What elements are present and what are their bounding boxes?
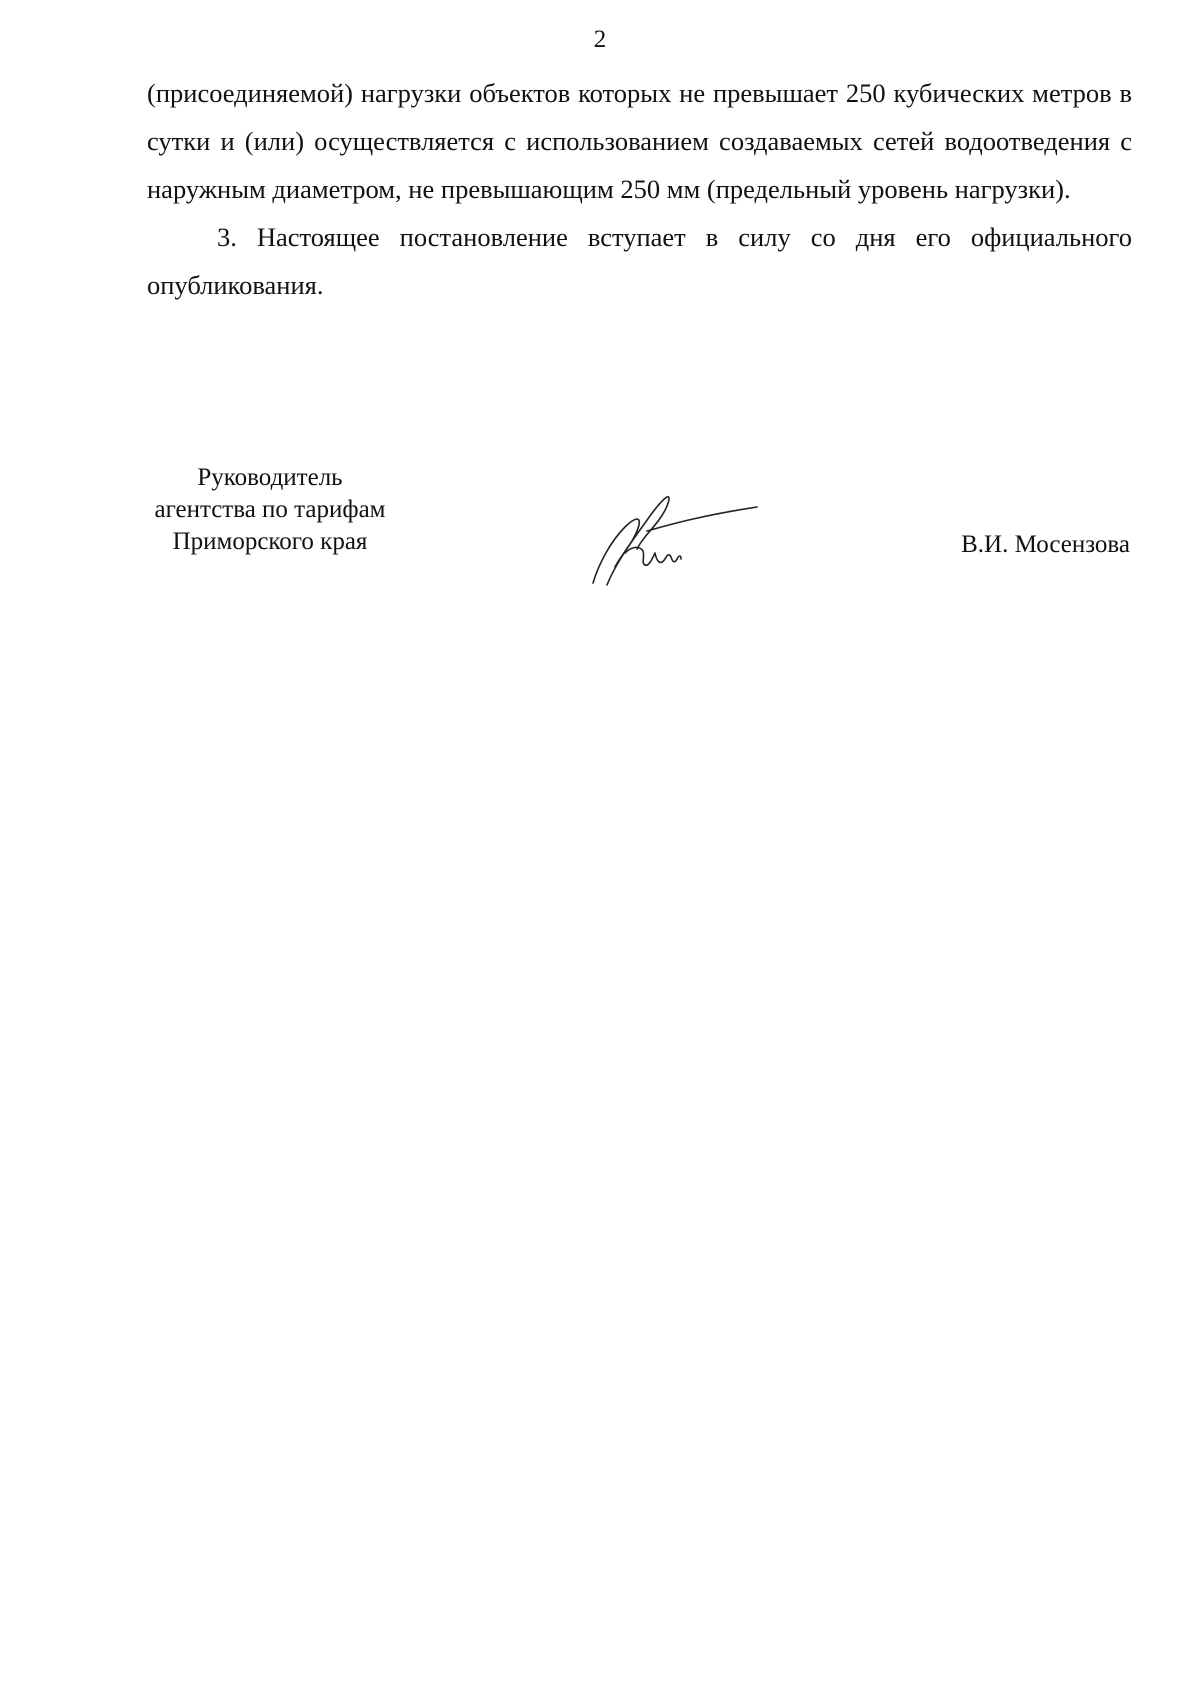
position-line: Руководитель — [197, 464, 343, 491]
signature-block — [140, 462, 1130, 582]
continuation-paragraph: (присоединяемой) нагрузки объектов которых не превышает 250 кубических метров в сутки и (или) осуществляется с использованием создаваемых сетей водоотведения с наружным диаметром, не превышающим 250 мм (предельный уровень нагрузки). — [147, 78, 1132, 204]
position-line: агентства по тарифам — [154, 496, 386, 523]
signer-position — [140, 462, 400, 558]
signer-name: В.И. Мосензова — [961, 531, 1130, 558]
document-body — [147, 69, 1132, 309]
handwritten-signature — [585, 493, 760, 591]
position-line: Приморского края — [172, 528, 368, 555]
clause-3-paragraph: 3. Настоящее постановление вступает в силу со дня его официального опубликования. — [147, 222, 1132, 300]
page-number: 2 — [593, 26, 607, 53]
